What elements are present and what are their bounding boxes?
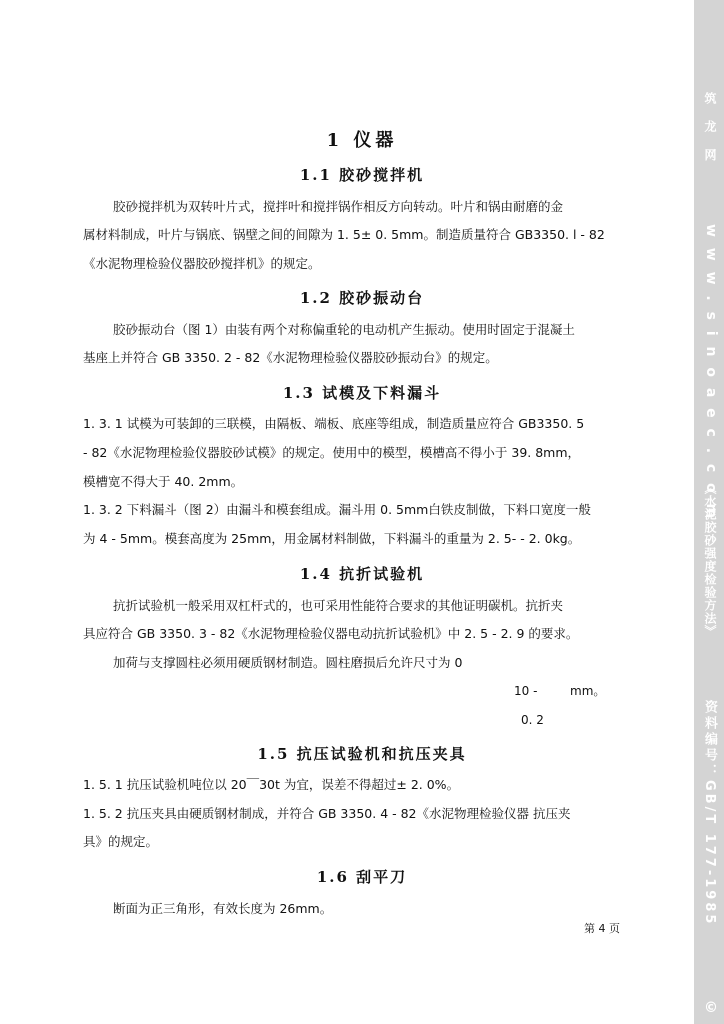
paragraph-line: 具》的规定。 [83, 834, 159, 849]
copyright-icon: © [703, 1000, 719, 1018]
paragraph-line: 1. 3. 2 下料漏斗（图 2）由漏斗和模套组成。漏斗用 0. 5mm白铁皮制做，下料口宽度一般 [83, 502, 591, 517]
paragraph-line: 胶砂振动台（图 1）由装有两个对称偏重轮的电动机产生振动。使用时固定于混凝土 [113, 322, 575, 337]
paragraph-line: - 82《水泥物理检验仪器胶砂试模》的规定。使用中的模型，模槽高不得小于 39. 8mm， [83, 445, 581, 460]
paragraph-line: 1. 5. 2 抗压夹具由硬质钢材制成，并符合 GB 3350. 4 - 82《水泥物理检验仪器 抗压夹 [83, 806, 571, 821]
sidebar-site-name: 筑 龙 网 [703, 92, 717, 167]
paragraph-line: 具应符合 GB 3350. 3 - 82《水泥物理检验仪器电动抗折试验机》中 2. 5 - 2. 9 的要求。 [83, 626, 579, 641]
paragraph-line: 为 4 - 5mm。模套高度为 25mm，用金属材料制做，下料漏斗的重量为 2. 5- - 2. 0kg。 [83, 531, 581, 546]
sidebar-doc-code: 资料编号：GB/T 177-1985 [702, 700, 717, 927]
paragraph-line: 抗折试验机一般采用双杠杆式的，也可采用性能符合要求的其他证明碳机。抗折夹 [113, 598, 564, 613]
section-title-1-1: 1.1 胶砂搅拌机 [299, 166, 425, 184]
paragraph-line: 胶砂搅拌机为双转叶片式，搅拌叶和搅拌锅作相反方向转动。叶片和锅由耐磨的金 [113, 199, 564, 214]
paragraph-line: 属材料制成，叶片与锅底、锅壁之间的间隙为 1. 5± 0. 5mm。制造质量符合 GB3350. l - 82 [83, 227, 605, 242]
paragraph-line: 加荷与支撑圆柱必须用硬质钢材制造。圆柱磨损后允许尺寸为 0 [113, 655, 463, 670]
section-title-1-3: 1.3 试模及下料漏斗 [282, 384, 442, 402]
watermark-sidebar [694, 0, 724, 1024]
page-number: 第 4 页 [584, 922, 620, 935]
tolerance-unit: mm。 [570, 684, 606, 698]
paragraph-line: 1. 5. 1 抗压试验机吨位以 20￣30t 为宜，误差不得超过± 2. 0%。 [83, 777, 460, 792]
section-title-1-5: 1.5 抗压试验机和抗压夹具 [257, 745, 467, 763]
section-title-1-4: 1.4 抗折试验机 [299, 565, 425, 583]
paragraph-line: 模槽宽不得大于 40. 2mm。 [83, 474, 244, 489]
paragraph-line: 基座上并符合 GB 3350. 2 - 82《水泥物理检验仪器胶砂振动台》的规定。 [83, 350, 498, 365]
sidebar-doc-title: 《水泥胶砂强度检验方法》 [703, 482, 717, 638]
tolerance-lower: 0. 2 [521, 713, 544, 727]
paragraph-line: 断面为正三角形，有效长度为 26mm。 [113, 901, 333, 916]
section-title-1-2: 1.2 胶砂振动台 [299, 289, 425, 307]
chapter-heading: 1 仪器 [326, 130, 398, 151]
paragraph-line: 1. 3. 1 试模为可装卸的三联模，由隔板、端板、底座等组成，制造质量应符合 GB3350. 5 [83, 416, 585, 431]
section-title-1-6: 1.6 刮平刀 [316, 868, 408, 886]
paragraph-line: 《水泥物理检验仪器胶砂搅拌机》的规定。 [83, 256, 321, 271]
sidebar-url: w w w . s i n o a e c . c o m [703, 224, 719, 522]
tolerance-mid: 10 - [514, 684, 538, 698]
